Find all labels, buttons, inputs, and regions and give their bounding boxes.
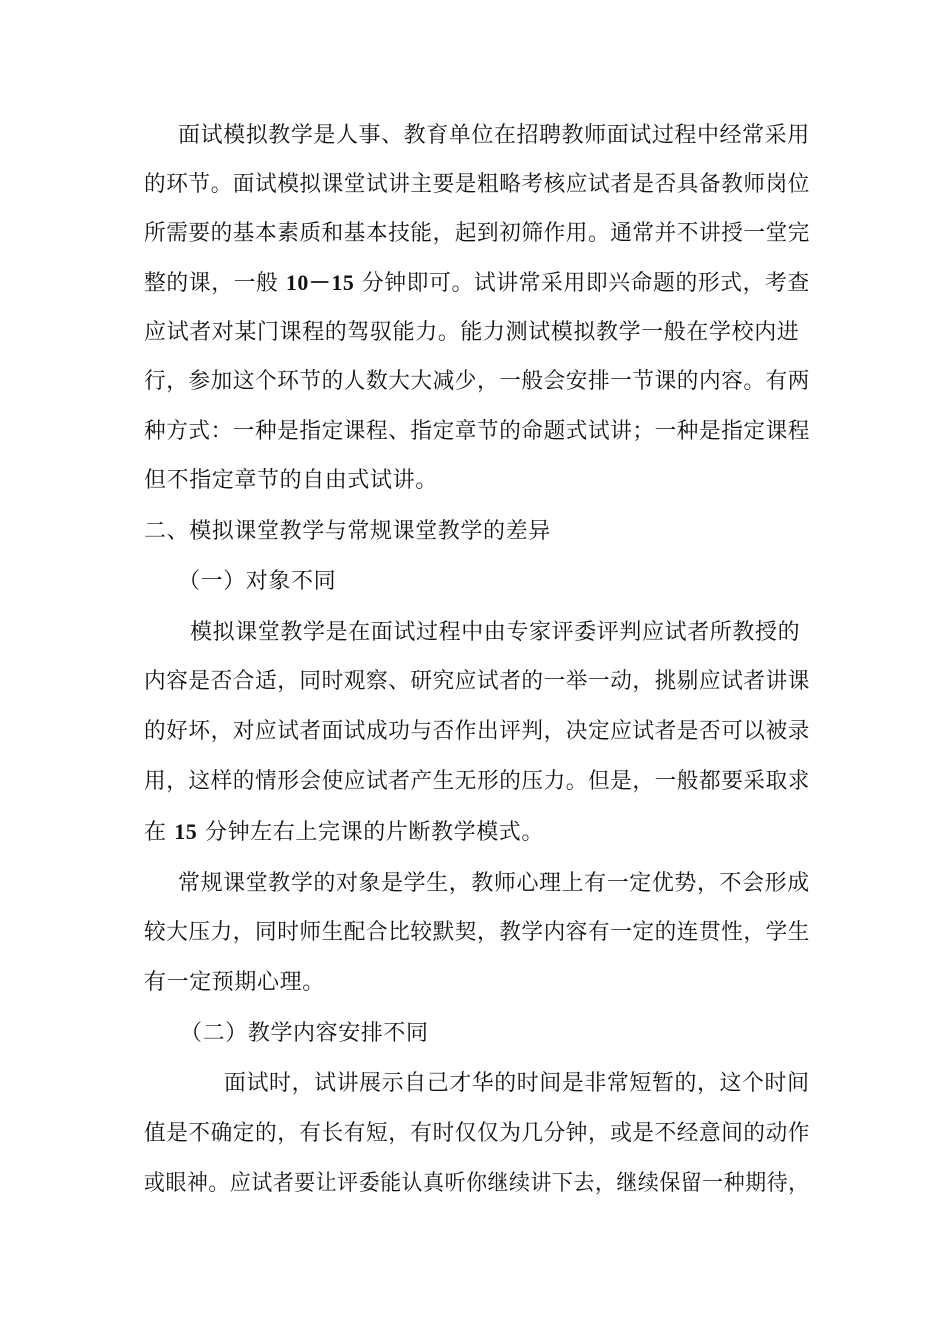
text-segment: 分钟左右上完课的片断教学模式。 xyxy=(197,820,545,845)
section-heading: 二、模拟课堂教学与常规课堂教学的差异 xyxy=(144,519,551,544)
paragraph-line: 的环节。面试模拟课堂试讲主要是粗略考核应试者是否具备教师岗位 xyxy=(144,172,811,197)
paragraph-line: 值是不确定的，有长有短，有时仅仅为几分钟，或是不经意间的动作 xyxy=(144,1121,811,1146)
paragraph-line: 面试模拟教学是人事、教育单位在招聘教师面试过程中经常采用 xyxy=(178,123,810,148)
paragraph-line: 但不指定章节的自由式试讲。 xyxy=(144,468,438,493)
paragraph-line: 有一定预期心理。 xyxy=(144,970,325,995)
paragraph-line: 模拟课堂教学是在面试过程中由专家评委评判应试者所教授的 xyxy=(190,620,801,645)
text-segment: 分钟即可。试讲常采用即兴命题的形式，考查 xyxy=(354,271,810,296)
paragraph-line: 常规课堂教学的对象是学生，教师心理上有一定优势，不会形成 xyxy=(178,871,810,896)
paragraph-line: 所需要的基本素质和基本技能，起到初筛作用。通常并不讲授一堂完 xyxy=(144,221,811,246)
text-segment: 在 xyxy=(144,820,175,845)
paragraph-line: 面试时，试讲展示自己才华的时间是非常短暂的，这个时间 xyxy=(224,1071,810,1096)
duration-range: 10－15 xyxy=(285,270,355,295)
duration-value: 15 xyxy=(174,819,198,844)
subheading: （一）对象不同 xyxy=(178,569,337,594)
paragraph-line-mixed xyxy=(144,817,544,848)
paragraph-line: 内容是否合适，同时观察、研究应试者的一举一动，挑剔应试者讲课 xyxy=(144,669,811,694)
paragraph-line: 种方式：一种是指定课程、指定章节的命题式试讲；一种是指定课程 xyxy=(144,419,811,444)
paragraph-line: 行，参加这个环节的人数大大减少，一般会安排一节课的内容。有两 xyxy=(144,369,811,394)
subheading: （二）教学内容安排不同 xyxy=(180,1021,429,1046)
paragraph-line: 用，这样的情形会使应试者产生无形的压力。但是，一般都要采取求 xyxy=(144,769,811,794)
paragraph-line: 或眼神。应试者要让评委能认真听你继续讲下去，继续保留一种期待， xyxy=(144,1171,810,1196)
paragraph-line-mixed xyxy=(144,268,810,299)
paragraph-line: 的好坏，对应试者面试成功与否作出评判，决定应试者是否可以被录 xyxy=(144,719,811,744)
paragraph-line: 较大压力，同时师生配合比较默契，教学内容有一定的连贯性，学生 xyxy=(144,920,811,945)
paragraph-line: 应试者对某门课程的驾驭能力。能力测试模拟教学一般在学校内进 xyxy=(144,320,800,345)
text-segment: 整的课，一般 xyxy=(144,271,286,296)
